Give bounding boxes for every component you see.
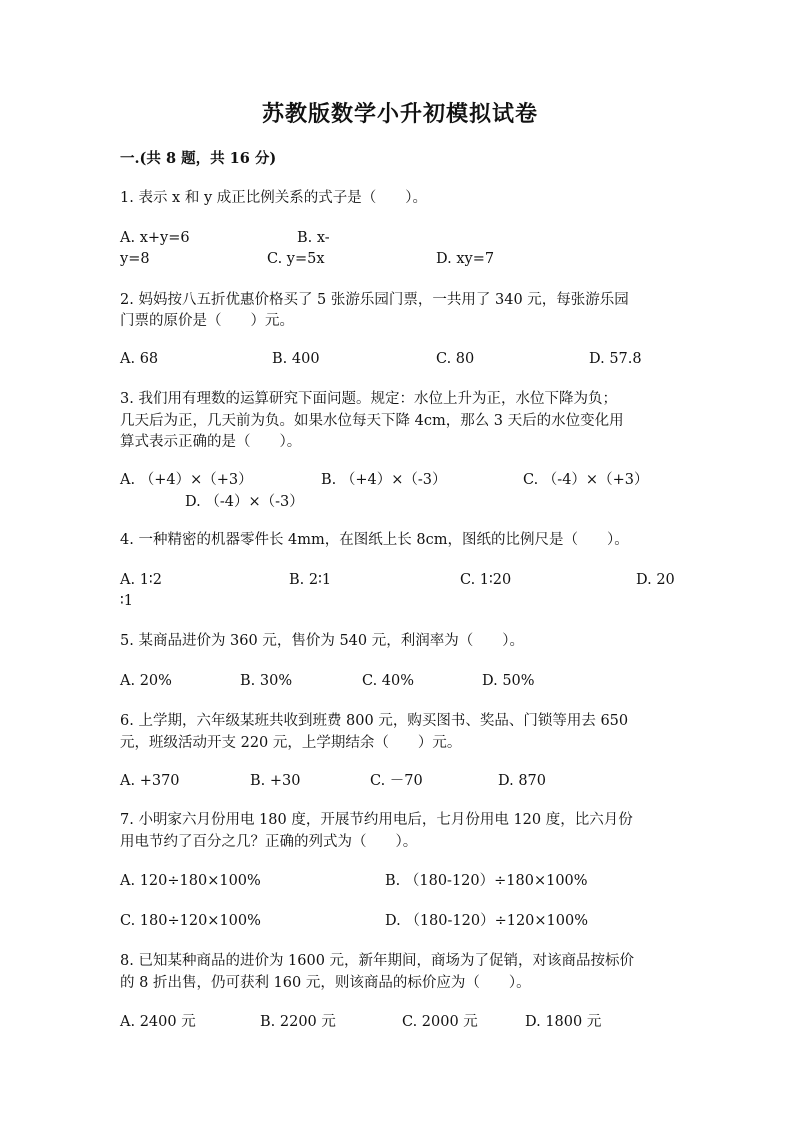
question-8-option-d: D. 1800 元 xyxy=(525,1014,602,1030)
question-6-option-a: A. +370 xyxy=(120,773,180,789)
question-2-option-d: D. 57.8 xyxy=(589,351,642,367)
question-7-option-b: B. （180-120）÷180×100% xyxy=(385,873,588,889)
question-6-stem-line-2: 元，班级活动开支 220 元，上学期结余（ ）元。 xyxy=(120,735,462,751)
question-1-option-b: B. x- xyxy=(297,230,330,246)
question-1-stem: 1. 表示 x 和 y 成正比例关系的式子是（ ）。 xyxy=(120,190,427,206)
question-2-option-b: B. 400 xyxy=(272,351,320,367)
question-5-stem: 5. 某商品进价为 360 元，售价为 540 元，利润率为（ ）。 xyxy=(120,633,524,649)
question-2-option-c: C. 80 xyxy=(436,351,475,367)
question-8-stem-line-1: 8. 已知某种商品的进价为 1600 元，新年期间，商场为了促销，对该商品按标价 xyxy=(120,953,635,969)
question-7-option-a: A. 120÷180×100% xyxy=(120,873,261,889)
question-6-option-b: B. +30 xyxy=(250,773,301,789)
question-4-option-b: B. 2∶1 xyxy=(289,572,332,588)
question-2-stem-line-1: 2. 妈妈按八五折优惠价格买了 5 张游乐园门票，一共用了 340 元，每张游乐园 xyxy=(120,292,629,308)
question-1-option-a: A. x+y=6 xyxy=(120,230,190,246)
question-2-stem-line-2: 门票的原价是（ ）元。 xyxy=(120,313,294,329)
question-3-option-d: D. （-4）×（-3） xyxy=(185,494,304,510)
question-3-option-b: B. （+4）×（-3） xyxy=(321,472,447,488)
question-4-option-c: C. 1∶20 xyxy=(460,572,512,588)
question-2-option-a: A. 68 xyxy=(120,351,159,367)
question-6-option-c: C. －70 xyxy=(370,773,423,789)
page-title: 苏教版数学小升初模拟试卷 xyxy=(261,101,538,127)
question-7-stem-line-2: 用电节约了百分之几？正确的列式为（ ）。 xyxy=(120,834,418,850)
question-4-option-d: D. 20 xyxy=(636,572,675,588)
question-3-option-c: C. （-4）×（+3） xyxy=(523,472,649,488)
question-1-option-d: D. xy=7 xyxy=(436,251,495,267)
question-3-stem-line-2: 几天后为正，几天前为负。如果水位每天下降 4cm，那么 3 天后的水位变化用 xyxy=(120,413,624,429)
question-7-option-c: C. 180÷120×100% xyxy=(120,913,261,929)
question-3-stem-line-3: 算式表示正确的是（ ）。 xyxy=(120,434,302,450)
question-5-option-c: C. 40% xyxy=(362,673,415,689)
section-heading: 一.(共 8 题，共 16 分) xyxy=(120,150,277,167)
question-1-option-b-continued: y=8 xyxy=(120,251,150,267)
question-7-option-d: D. （180-120）÷120×100% xyxy=(385,913,589,929)
question-8-stem-line-2: 的 8 折出售，仍可获利 160 元，则该商品的标价应为（ ）。 xyxy=(120,975,531,991)
question-4-option-d-continued: ∶1 xyxy=(120,593,133,609)
question-4-option-a: A. 1∶2 xyxy=(120,572,162,588)
question-3-option-a: A. （+4）×（+3） xyxy=(120,472,253,488)
question-8-option-c: C. 2000 元 xyxy=(402,1014,478,1030)
question-5-option-d: D. 50% xyxy=(482,673,535,689)
question-4-stem: 4. 一种精密的机器零件长 4mm，在图纸上长 8cm，图纸的比例尺是（ ）。 xyxy=(120,532,629,548)
question-8-option-b: B. 2200 元 xyxy=(260,1014,336,1030)
question-3-stem-line-1: 3. 我们用有理数的运算研究下面问题。规定：水位上升为正，水位下降为负； xyxy=(120,391,617,407)
question-8-option-a: A. 2400 元 xyxy=(120,1014,196,1030)
question-5-option-a: A. 20% xyxy=(120,673,172,689)
question-7-stem-line-1: 7. 小明家六月份用电 180 度，开展节约用电后，七月份用电 120 度，比六月份 xyxy=(120,812,633,828)
question-6-option-d: D. 870 xyxy=(498,773,547,789)
question-1-option-c: C. y=5x xyxy=(267,251,325,267)
question-6-stem-line-1: 6. 上学期，六年级某班共收到班费 800 元，购买图书、奖品、门锁等用去 650 xyxy=(120,713,629,729)
question-5-option-b: B. 30% xyxy=(240,673,293,689)
